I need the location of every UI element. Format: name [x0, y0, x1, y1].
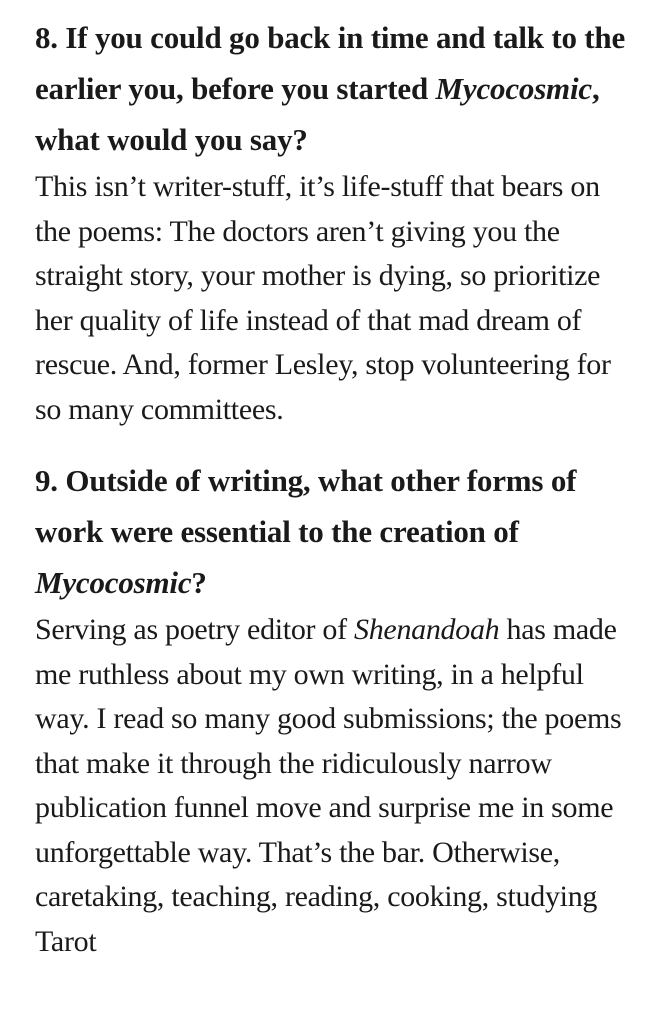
- question-9: [35, 455, 641, 608]
- answer-9-text-rest: has made me ruthless about my own writing, in a helpful way. I read so many good submissions; the poems that make it through the ridiculously narrow publication funnel move and surprise me in some unforgettable way. That’s the bar. Otherwise, caretaking, teaching, reading, cooking, studying Tarot: [35, 613, 622, 958]
- question-8-book-title: Mycocosmic: [435, 71, 592, 106]
- question-8-text: If you could go back in time and talk to the earlier you, before you started: [35, 20, 626, 106]
- qa-item-9: [35, 455, 641, 964]
- question-9-text: Outside of writing, what other forms of work were essential to the creation of: [35, 463, 577, 549]
- answer-9-journal-title: Shenandoah: [354, 613, 500, 646]
- qa-item-8: [35, 12, 641, 432]
- question-8-text-end: , what would you say?: [35, 71, 600, 157]
- question-9-text-end: ?: [191, 565, 207, 600]
- answer-9: [35, 608, 641, 964]
- question-9-number: 9.: [35, 463, 58, 498]
- question-8-number: 8.: [35, 20, 58, 55]
- question-9-book-title: Mycocosmic: [35, 565, 192, 600]
- answer-8: This isn’t writer-stuff, it’s life-stuff that bears on the poems: The doctors aren’t giving you the straight story, your mother is dying, so prioritize her quality of life instead of that mad dream of rescue. And, former Lesley, stop volunteering for so many committees.: [35, 170, 611, 426]
- question-8: [35, 12, 641, 165]
- answer-9-text: Serving as poetry editor of: [35, 613, 355, 646]
